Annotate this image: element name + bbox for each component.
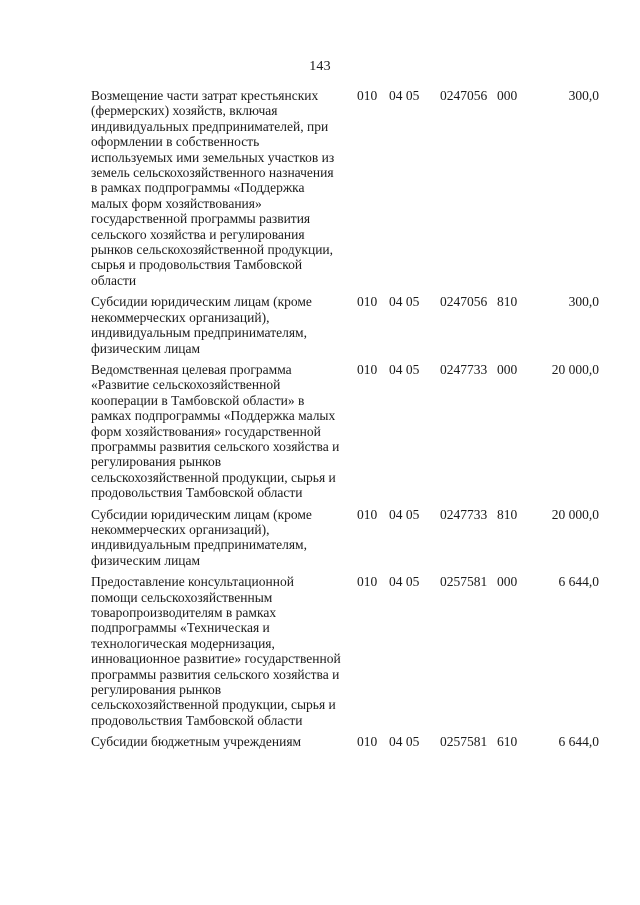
ministry-code: 010 <box>357 734 378 750</box>
target-article-code: 0247056 <box>440 294 488 310</box>
section-code: 04 05 <box>389 88 420 103</box>
amount: 20 000,0 <box>551 361 599 377</box>
target-article-code: 0257581 <box>440 734 488 750</box>
expense-type-code: 000 <box>497 574 518 590</box>
section-code: 04 05 <box>389 574 420 590</box>
table-row <box>0 88 640 288</box>
expense-type-code: 000 <box>497 88 518 103</box>
amount: 20 000,0 <box>551 506 599 522</box>
row-description: Предоставление консультационной помощи сельскохозяйственным товаропроизводителям в рамках подпрограммы «Техническая и технологическая модернизация, инновационное развитие» государственной программы развития сельского хозяйства и регулирования рынков сельскохозяйственной продукции, сырья и продовольствия Тамбовской области <box>91 574 341 728</box>
expense-type-code: 610 <box>497 734 518 750</box>
ministry-code: 010 <box>357 88 378 103</box>
section-code: 04 05 <box>389 361 420 377</box>
target-article-code: 0257581 <box>440 574 488 590</box>
section-code: 04 05 <box>389 506 420 522</box>
expense-type-code: 810 <box>497 506 518 522</box>
target-article-code: 0247056 <box>440 88 488 103</box>
target-article-code: 0247733 <box>440 506 488 522</box>
row-description: Субсидии юридическим лицам (кроме некоммерческих организаций), индивидуальным предпринимателям, физическим лицам <box>91 294 312 356</box>
section-code: 04 05 <box>389 734 420 750</box>
row-description: Субсидии юридическим лицам (кроме некоммерческих организаций), индивидуальным предпринимателям, физическим лицам <box>91 506 312 568</box>
target-article-code: 0247733 <box>440 361 488 377</box>
ministry-code: 010 <box>357 574 378 590</box>
row-description: Субсидии бюджетным учреждениям <box>91 734 302 750</box>
budget-table <box>0 88 640 756</box>
table-row <box>0 294 640 356</box>
table-row <box>0 574 640 728</box>
table-row <box>0 507 640 569</box>
amount: 300,0 <box>568 88 599 103</box>
section-code: 04 05 <box>389 294 420 310</box>
expense-type-code: 810 <box>497 294 518 310</box>
table-row <box>0 734 640 749</box>
row-description: Ведомственная целевая программа «Развитие сельскохозяйственной кооперации в Тамбовской области» в рамках подпрограммы «Поддержка малых форм хозяйствования» государственной программы развития сельского хозяйства и регулирования рынков сельскохозяйственной продукции, сырья и продовольствия Тамбовской области <box>91 361 340 501</box>
ministry-code: 010 <box>357 506 378 522</box>
page-number: 143 <box>309 59 331 74</box>
ministry-code: 010 <box>357 294 378 310</box>
expense-type-code: 000 <box>497 361 518 377</box>
amount: 300,0 <box>568 294 599 310</box>
amount: 6 644,0 <box>558 734 599 750</box>
ministry-code: 010 <box>357 361 378 377</box>
table-row <box>0 362 640 501</box>
amount: 6 644,0 <box>558 574 599 590</box>
row-description: Возмещение части затрат крестьянских (фермерских) хозяйств, включая индивидуальных предпринимателей, при оформлении в собственность используемых ими земельных участков из земель сельскохозяйственного назначения в рамках подпрограммы «Поддержка малых форм хозяйствования» государственной программы развития сельского хозяйства и регулирования рынков сельскохозяйственной продукции, сырья и продовольствия Тамбовской области <box>91 88 335 288</box>
